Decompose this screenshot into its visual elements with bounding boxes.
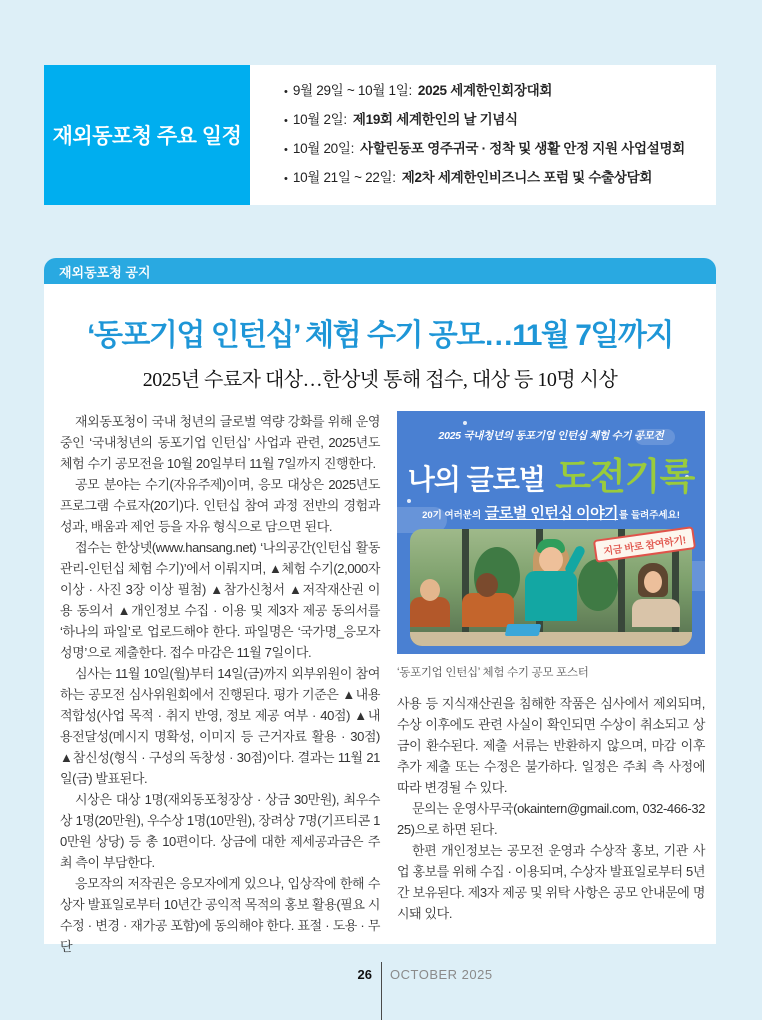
article-headline: ‘동포기업 인턴십’ 체험 수기 공모…11월 7일까지	[87, 319, 673, 352]
schedule-item-date: 10월 20일:	[292, 141, 355, 156]
poster-title-green: 도전기록	[555, 456, 695, 497]
poster-title	[397, 446, 705, 500]
poster-cta-badge: 지금 바로 참여하기!	[593, 526, 696, 563]
schedule-section	[44, 65, 716, 205]
paragraph: 시상은 대상 1명(재외동포청장상 · 상금 30만원), 최우수상 1명(20만원), 우수상 1명(10만원), 장려상 7명(기프티콘 10만원 상당) 등 총 10편이다. 상금에 대한 제세공과금은 주최 측이 부담한다.	[60, 792, 380, 870]
paragraph: 한편 개인정보는 공모전 운영과 수상작 홍보, 기관 사업 홍보를 위해 수집 · 이용되며, 수상자 발표일로부터 5년간 보유된다. 제3자 제공 및 위탁 사항은 공모 안내문에 명시돼 있다.	[397, 843, 705, 921]
article-subtitle: 2025년 수료자 대상…한상넷 통해 접수, 대상 등 10명 시상	[142, 369, 618, 391]
poster-title-white: 나의 글로벌	[407, 464, 545, 495]
paragraph: 사용 등 지식재산권을 침해한 작품은 심사에서 제외되며, 수상 이후에도 관련 사실이 확인되면 수상이 취소되고 상금이 환수된다. 제출 서류는 반환하지 않으며, 마감 이후 추가 제출 또는 수정은 불가하다. 일정은 주최 측 사정에 따라 변경될 수 있다.	[397, 696, 705, 795]
paragraph: 재외동포청이 국내 청년의 글로벌 역량 강화를 위해 운영 중인 ‘국내청년의 동포기업 인턴십’ 사업과 관련, 2025년도 체험 수기 공모전을 10월 20일부터 11월 7일까지 진행한다.	[60, 414, 380, 471]
person-figure	[420, 579, 440, 601]
paragraph: 공모 분야는 수기(자유주제)이며, 응모 대상은 2025년도 프로그램 수료자(20기)다. 인턴십 참여 과정 전반의 경험과 성과, 배움과 제언 등을 자유 형식으로 담으면 된다.	[60, 477, 380, 534]
schedule-item-date: 9월 29일 ~ 10월 1일:	[292, 83, 412, 98]
page-number: 26	[357, 967, 372, 982]
paragraph: 응모작의 저작권은 응모자에게 있으나, 입상작에 한해 수상자 발표일로부터 10년간 공익적 목적의 홍보 활용(필요 시 수정 · 변경 · 재가공 포함)에 동의해야 한다. 표절 · 도용 · 무단	[60, 876, 380, 954]
schedule-item	[284, 135, 706, 164]
poster-kicker: 2025 국내청년의 동포기업 인턴십 체험 수기 공모전	[438, 430, 664, 442]
notice-banner: 재외동포청 공지	[44, 258, 716, 284]
schedule-item	[284, 77, 706, 106]
schedule-item-event: 2025 세계한인회장대회	[417, 83, 553, 98]
person-figure	[644, 571, 662, 593]
schedule-item-date: 10월 21일 ~ 22일:	[292, 170, 396, 185]
table-shape	[410, 632, 692, 646]
issue-label: OCTOBER 2025	[390, 967, 493, 982]
article-card	[44, 284, 716, 954]
paragraph: 접수는 한상넷(www.hansang.net) ‘나의공간(인턴십 활동 관리-인턴십 체험 수기)’에서 이뤄지며, ▲체험 수기(2,000자 이상 · 사진 3장 이상 필첨) ▲참가신청서 ▲저작재산권 이용 동의서 ▲개인정보 수집 · 이용 및 제3자 제공 동의서를 ‘하나의 파일’로 업로드해야 한다. 파일명은 ‘국가명_응모자 성명’으로 제출한다. 접수 마감은 11월 7일이다.	[60, 540, 380, 660]
schedule-list	[250, 65, 716, 205]
person-figure	[462, 593, 514, 627]
bullet-icon: •	[284, 173, 288, 185]
person-figure	[525, 571, 577, 621]
article-column-right	[397, 411, 705, 957]
poster-sub-prefix: 20기 여러분의	[422, 510, 484, 521]
person-figure	[410, 597, 450, 627]
schedule-item-event: 제19회 세계한인의 날 기념식	[352, 112, 518, 127]
star-dot	[463, 421, 467, 425]
person-figure	[539, 547, 563, 573]
schedule-item	[284, 164, 706, 193]
poster-subline	[397, 502, 705, 523]
paragraph: 문의는 운영사무국(okaintern@gmail.com, 032-466-3225)으로 하면 된다.	[397, 801, 705, 837]
footer-divider	[381, 962, 382, 1020]
bullet-icon: •	[284, 144, 288, 156]
person-figure	[476, 573, 498, 597]
poster-caption: ‘동포기업 인턴십’ 체험 수기 공모 포스터	[397, 667, 589, 679]
laptop-shape	[505, 624, 542, 636]
bullet-icon: •	[284, 115, 288, 127]
article-columns	[44, 411, 716, 957]
poster-sub-emphasis: 글로벌 인턴십 이야기	[484, 505, 619, 522]
plant-shape	[578, 559, 618, 611]
schedule-item	[284, 106, 706, 135]
schedule-item-date: 10월 2일:	[292, 112, 347, 127]
person-figure	[632, 599, 680, 627]
schedule-item-event: 사할린동포 영주귀국 · 정착 및 생활 안정 지원 사업설명회	[360, 141, 685, 156]
schedule-item-event: 제2차 세계한인비즈니스 포럼 및 수출상담회	[401, 170, 653, 185]
poster-sub-suffix: 를 들려주세요!	[619, 510, 680, 521]
paragraph: 심사는 11월 10일(월)부터 14일(금)까지 외부위원이 참여하는 공모전 심사위원회에서 진행된다. 평가 기준은 ▲내용적합성(사업 목적 · 취지 반영, 정보 제공 여부 · 40점) ▲내용전달성(메시지 명확성, 이미지 등 근거자료 활용 · 30점) ▲참신성(형식 · 구성의 독창성 · 30점)이다. 결과는 11월 21일(금) 발표된다.	[60, 666, 380, 786]
schedule-title: 재외동포청 주요 일정	[44, 65, 250, 205]
contest-poster	[397, 411, 705, 654]
window-frame	[462, 529, 469, 646]
bullet-icon: •	[284, 86, 288, 98]
article-column-left	[60, 411, 380, 957]
